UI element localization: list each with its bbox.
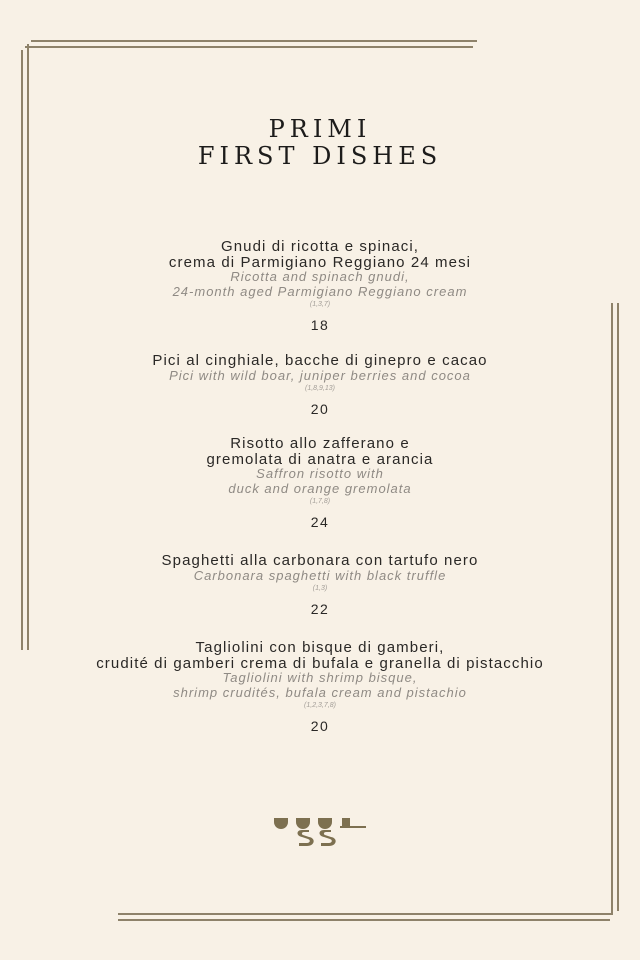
dish-name: gremolata di anatra e arancia [206, 450, 434, 468]
menu-item [0, 239, 640, 333]
frame-bottom-inner [118, 913, 612, 915]
dish-name: crema di Parmigiano Reggiano 24 mesi [168, 253, 472, 271]
dish-name: crudité di gamberi crema di bufala e granella di pistacchio [96, 654, 544, 672]
dish-name: Spaghetti alla carbonara con tartufo nero [161, 552, 479, 569]
dish-translation: duck and orange gremolata [228, 480, 412, 496]
dish-translation: Ricotta and spinach gnudi, [230, 269, 410, 284]
allergens: (1,3) [312, 585, 328, 592]
menu-item [0, 353, 640, 417]
dish-translation: Pici with wild boar, juniper berries and cocoa [169, 367, 471, 383]
frame-bottom-outer [118, 919, 610, 921]
dish-translation: 24-month aged Parmigiano Reggiano cream [172, 283, 468, 299]
menu-item [0, 553, 640, 617]
price: 24 [310, 514, 330, 530]
title-italian: PRIMI [268, 115, 372, 143]
price: 22 [310, 601, 330, 617]
allergens: (1,7,8) [309, 498, 331, 505]
title-english: FIRST DISHES [197, 142, 443, 170]
dish-translation: Saffron risotto with [256, 466, 384, 481]
menu-item [0, 640, 640, 734]
oggi-logo [272, 812, 368, 850]
menu-item [0, 436, 640, 530]
dish-translation: shrimp crudités, bufala cream and pistachio [173, 684, 467, 700]
dish-translation: Tagliolini with shrimp bisque, [222, 670, 418, 685]
price: 20 [310, 718, 330, 734]
price: 18 [310, 317, 330, 333]
frame-top-inner [25, 46, 473, 48]
page-title [0, 116, 640, 170]
allergens: (1,2,3,7,8) [304, 702, 336, 709]
dish-name: Tagliolini con bisque di gamberi, [195, 639, 445, 656]
allergens: (1,8,9,13) [305, 385, 335, 392]
dish-name: Gnudi di ricotta e spinaci, [220, 238, 420, 255]
price: 20 [310, 401, 330, 417]
dish-name: Pici al cinghiale, bacche di ginepro e cacao [152, 352, 488, 369]
dish-name: Risotto allo zafferano e [230, 435, 410, 452]
dish-translation: Carbonara spaghetti with black truffle [193, 567, 447, 583]
allergens: (1,3,7) [309, 301, 331, 308]
frame-top-outer [31, 40, 477, 42]
